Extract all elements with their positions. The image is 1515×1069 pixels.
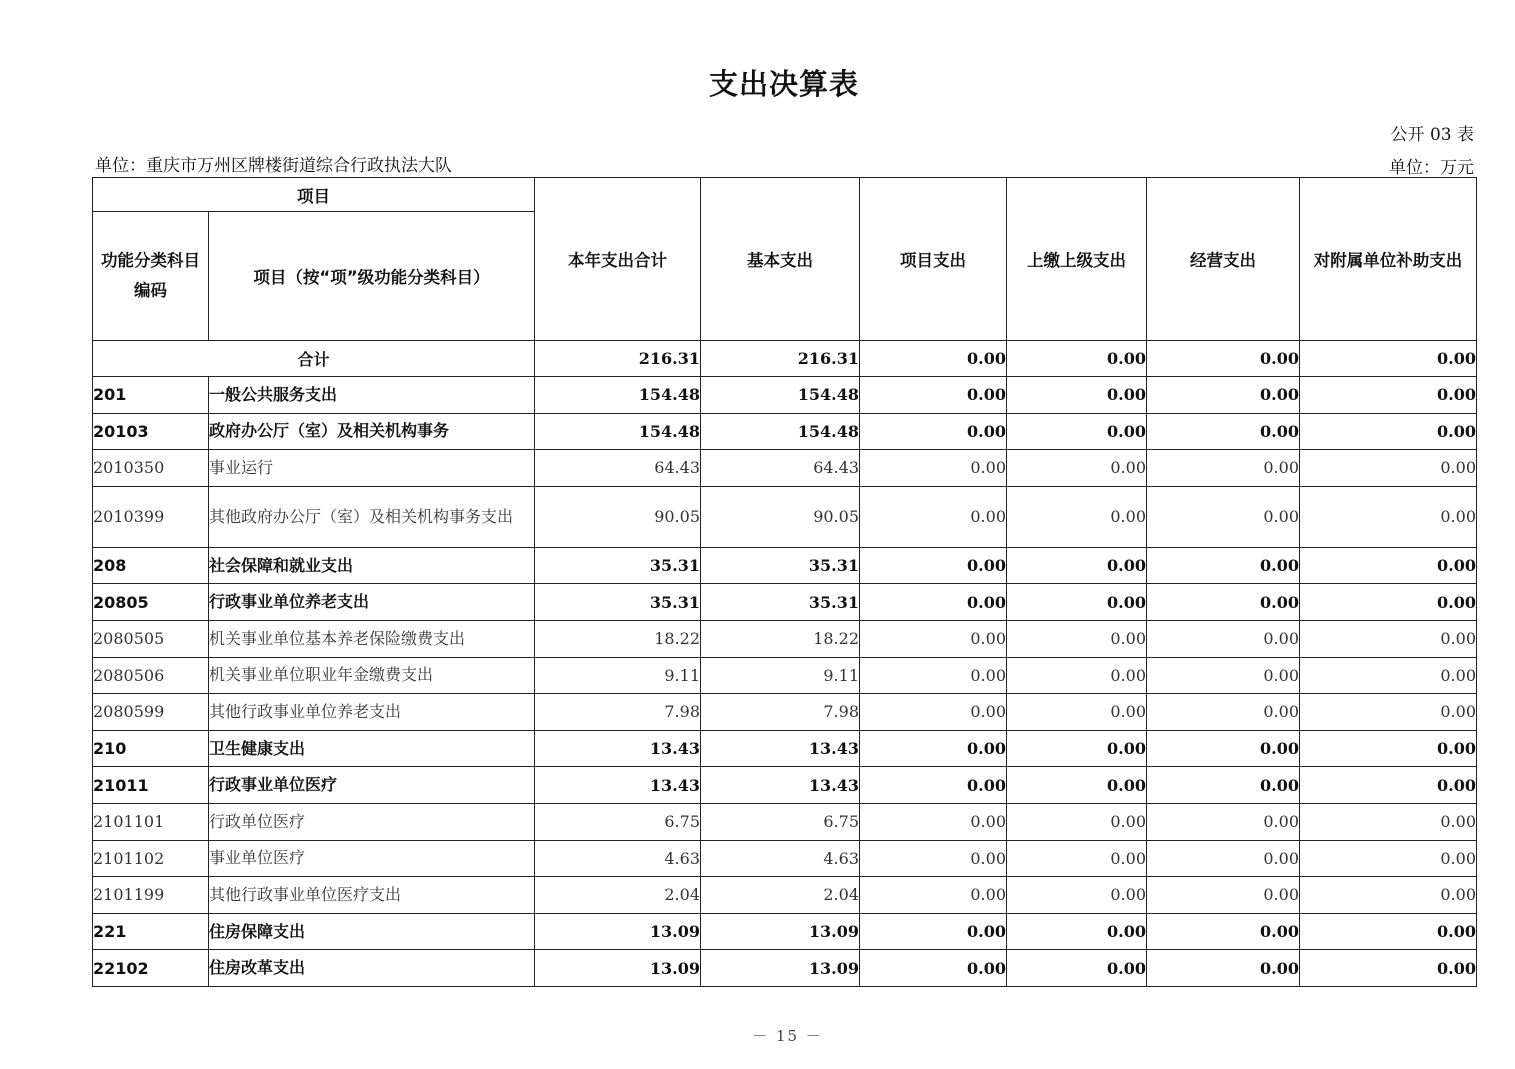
table-row [93,377,1477,414]
row-code: 2080599 [93,694,209,731]
row-value: 0.00 [1007,877,1147,914]
row-value: 0.00 [1300,657,1477,694]
row-code: 2010350 [93,450,209,487]
row-code: 2080505 [93,620,209,657]
row-value: 0.00 [1300,584,1477,621]
row-value: 7.98 [701,694,860,731]
row-value: 0.00 [1147,913,1300,950]
row-value: 2.04 [535,877,701,914]
row-value: 0.00 [1147,486,1300,547]
expenditure-table [92,177,1477,987]
row-name: 行政事业单位养老支出 [209,584,535,621]
row-name: 机关事业单位职业年金缴费支出 [209,657,535,694]
table-row [93,413,1477,450]
total-row [93,341,1477,377]
row-value: 35.31 [535,547,701,584]
row-code: 21011 [93,767,209,804]
row-value: 0.00 [1007,950,1147,987]
row-value: 90.05 [701,486,860,547]
row-name: 行政事业单位医疗 [209,767,535,804]
row-value: 0.00 [860,547,1007,584]
table-row [93,877,1477,914]
row-value: 0.00 [860,584,1007,621]
header-code: 功能分类科目编码 [93,212,209,341]
row-value: 0.00 [1300,840,1477,877]
row-value: 13.09 [701,913,860,950]
row-value: 4.63 [701,840,860,877]
row-value: 0.00 [1300,547,1477,584]
row-value: 0.00 [1007,547,1147,584]
row-value: 0.00 [1007,413,1147,450]
row-value: 0.00 [1300,730,1477,767]
page-number: － 15 － [752,1027,823,1045]
row-value: 2.04 [701,877,860,914]
row-value: 0.00 [860,620,1007,657]
header-name: 项目（按“项”级功能分类科目） [209,212,535,341]
row-name: 政府办公厅（室）及相关机构事务 [209,413,535,450]
table-row [93,547,1477,584]
row-value: 0.00 [1147,950,1300,987]
total-value: 0.00 [860,341,1007,377]
row-code: 22102 [93,950,209,987]
row-value: 0.00 [860,694,1007,731]
row-value: 64.43 [535,450,701,487]
row-value: 0.00 [860,950,1007,987]
row-code: 20805 [93,584,209,621]
row-value: 18.22 [701,620,860,657]
header-subsidy: 对附属单位补助支出 [1300,178,1477,341]
row-value: 13.09 [701,950,860,987]
total-value: 0.00 [1147,341,1300,377]
row-value: 0.00 [1300,486,1477,547]
table-row [93,840,1477,877]
row-name: 住房保障支出 [209,913,535,950]
row-value: 6.75 [535,803,701,840]
row-value: 0.00 [1147,584,1300,621]
row-value: 0.00 [1300,377,1477,414]
row-value: 0.00 [1300,620,1477,657]
row-value: 64.43 [701,450,860,487]
row-value: 0.00 [1147,547,1300,584]
row-value: 0.00 [1300,803,1477,840]
row-value: 0.00 [860,377,1007,414]
row-name: 事业运行 [209,450,535,487]
row-value: 13.09 [535,913,701,950]
currency-unit: 单位：万元 [1389,158,1474,178]
total-value: 216.31 [701,341,860,377]
row-value: 0.00 [860,767,1007,804]
reporting-unit: 单位：重庆市万州区牌楼街道综合行政执法大队 [95,156,452,176]
row-value: 0.00 [1147,730,1300,767]
row-name: 其他政府办公厅（室）及相关机构事务支出 [209,486,535,547]
row-value: 0.00 [1300,950,1477,987]
row-value: 9.11 [701,657,860,694]
table-row [93,913,1477,950]
total-label: 合计 [93,341,535,377]
row-name: 其他行政事业单位养老支出 [209,694,535,731]
row-value: 0.00 [860,913,1007,950]
row-value: 4.63 [535,840,701,877]
page-title: 支出决算表 [708,67,859,101]
table-row [93,486,1477,547]
row-value: 6.75 [701,803,860,840]
row-value: 7.98 [535,694,701,731]
table-row [93,620,1477,657]
row-value: 0.00 [1007,657,1147,694]
row-value: 0.00 [1147,450,1300,487]
row-code: 2101199 [93,877,209,914]
header-item-group: 项目 [93,178,535,212]
row-value: 0.00 [1007,803,1147,840]
row-value: 0.00 [1007,377,1147,414]
row-value: 0.00 [1147,877,1300,914]
row-value: 13.43 [701,767,860,804]
row-code: 221 [93,913,209,950]
row-value: 154.48 [535,413,701,450]
row-code: 2101101 [93,803,209,840]
row-name: 社会保障和就业支出 [209,547,535,584]
row-value: 0.00 [1007,486,1147,547]
total-value: 0.00 [1007,341,1147,377]
row-value: 13.43 [701,730,860,767]
row-value: 0.00 [860,657,1007,694]
row-value: 0.00 [860,450,1007,487]
row-value: 0.00 [1147,767,1300,804]
row-value: 154.48 [701,377,860,414]
row-value: 0.00 [1300,413,1477,450]
row-value: 0.00 [1147,840,1300,877]
row-name: 一般公共服务支出 [209,377,535,414]
row-name: 住房改革支出 [209,950,535,987]
table-row [93,950,1477,987]
row-value: 0.00 [1007,584,1147,621]
row-value: 0.00 [1007,694,1147,731]
table-row [93,694,1477,731]
table-row [93,767,1477,804]
row-value: 90.05 [535,486,701,547]
row-value: 18.22 [535,620,701,657]
row-name: 卫生健康支出 [209,730,535,767]
row-value: 0.00 [1147,620,1300,657]
row-value: 0.00 [1300,767,1477,804]
row-value: 35.31 [701,547,860,584]
form-number: 公开 03 表 [1390,125,1474,145]
row-code: 201 [93,377,209,414]
row-value: 0.00 [860,730,1007,767]
row-value: 154.48 [535,377,701,414]
row-value: 0.00 [860,840,1007,877]
row-value: 0.00 [1300,450,1477,487]
row-value: 0.00 [860,877,1007,914]
row-value: 0.00 [1147,377,1300,414]
row-value: 13.43 [535,730,701,767]
row-value: 0.00 [1007,450,1147,487]
row-value: 0.00 [1147,694,1300,731]
header-business: 经营支出 [1147,178,1300,341]
row-value: 0.00 [860,486,1007,547]
header-upper: 上缴上级支出 [1007,178,1147,341]
row-value: 0.00 [860,413,1007,450]
table-row [93,450,1477,487]
row-code: 2010399 [93,486,209,547]
row-value: 0.00 [1147,657,1300,694]
row-code: 2101102 [93,840,209,877]
row-value: 0.00 [1300,877,1477,914]
row-value: 0.00 [1007,730,1147,767]
row-value: 0.00 [860,803,1007,840]
row-value: 0.00 [1147,413,1300,450]
row-value: 35.31 [701,584,860,621]
row-code: 2080506 [93,657,209,694]
row-value: 0.00 [1300,694,1477,731]
header-project: 项目支出 [860,178,1007,341]
table-row [93,730,1477,767]
row-name: 其他行政事业单位医疗支出 [209,877,535,914]
row-value: 13.09 [535,950,701,987]
row-code: 20103 [93,413,209,450]
row-value: 154.48 [701,413,860,450]
row-value: 0.00 [1007,620,1147,657]
row-name: 行政单位医疗 [209,803,535,840]
row-value: 0.00 [1007,767,1147,804]
row-name: 机关事业单位基本养老保险缴费支出 [209,620,535,657]
row-value: 13.43 [535,767,701,804]
total-value: 0.00 [1300,341,1477,377]
row-name: 事业单位医疗 [209,840,535,877]
table-row [93,657,1477,694]
row-code: 208 [93,547,209,584]
row-value: 0.00 [1007,840,1147,877]
row-value: 9.11 [535,657,701,694]
table-row [93,584,1477,621]
row-value: 35.31 [535,584,701,621]
row-code: 210 [93,730,209,767]
row-value: 0.00 [1147,803,1300,840]
header-total: 本年支出合计 [535,178,701,341]
row-value: 0.00 [1300,913,1477,950]
table-row [93,803,1477,840]
header-basic: 基本支出 [701,178,860,341]
row-value: 0.00 [1007,913,1147,950]
total-value: 216.31 [535,341,701,377]
